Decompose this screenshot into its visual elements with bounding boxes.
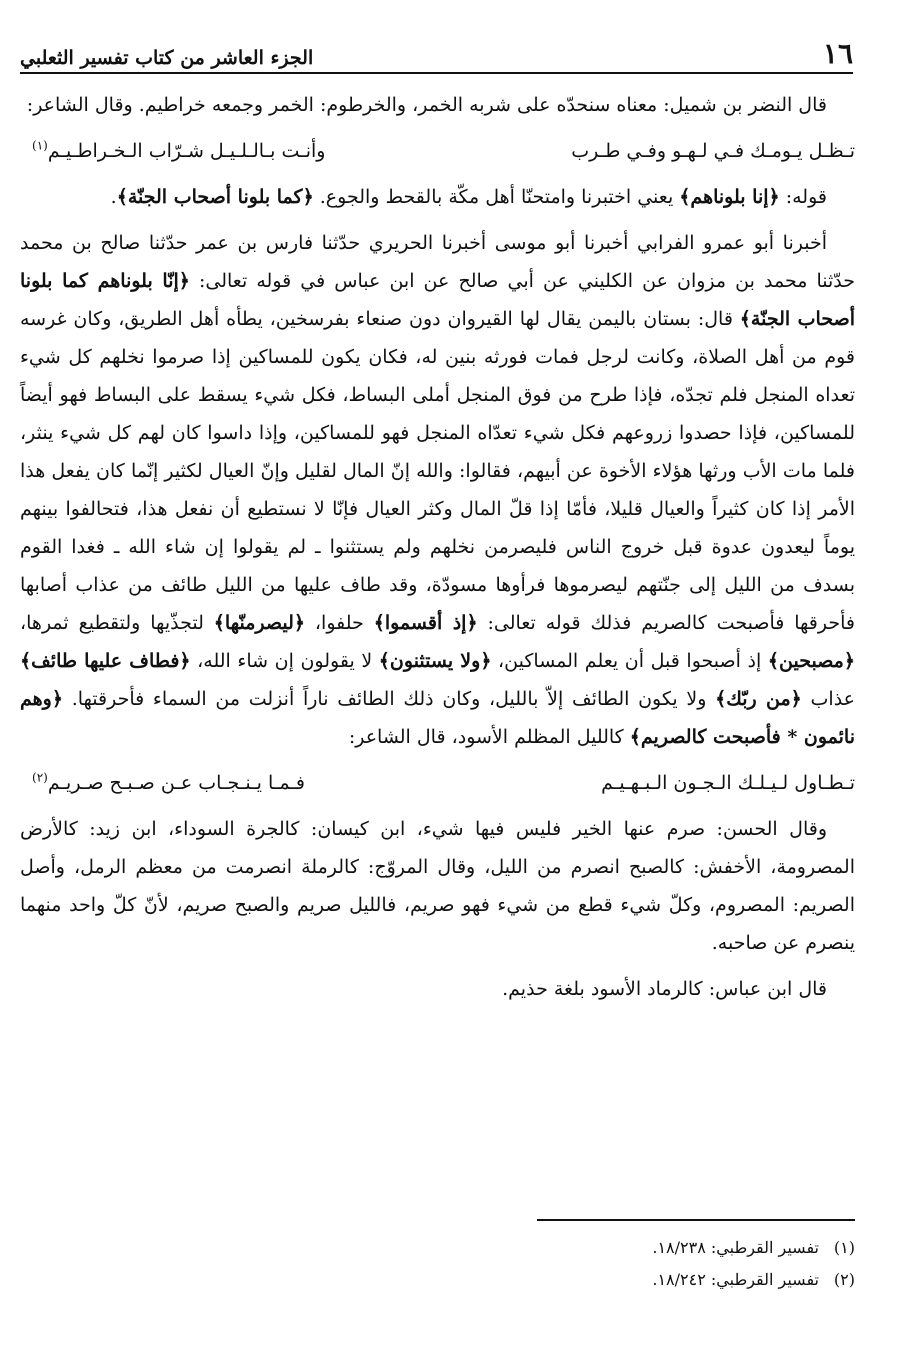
- quran-quote: ﴿وهم نائمون * فأصبحت كالصريم﴾: [20, 688, 855, 748]
- text-run: ولا يكون الطائف إلاّ بالليل، وكان ذلك الطائف ناراً أنزلت من السماء فأحرقتها.: [62, 688, 716, 710]
- quran-quote: ﴿إنّا بلوناهم كما بلونا أصحاب الجنّة﴾: [20, 270, 855, 330]
- verse-2-first-hemistich: تـطـاول لـيـلـك الـجـون الـبـهـيـم: [601, 772, 855, 794]
- paragraph-nadr: قال النضر بن شميل: معناه سنحدّه على شربه الخمر، والخرطوم: الخمر وجمعه خراطيم. وقال الشاعر:: [26, 94, 827, 116]
- poem-verse-1: [20, 132, 855, 170]
- verse-2-second-hemistich: [32, 764, 305, 802]
- text-run: عذاب: [801, 688, 856, 710]
- footnote-marker-1: (١): [32, 138, 48, 153]
- verse-1-second-hemistich: [32, 132, 325, 170]
- footnote-marker-2: (٢): [32, 770, 48, 785]
- quran-quote: ﴿كما بلونا أصحاب الجنّة﴾: [116, 186, 314, 208]
- quran-quote: ﴿فطاف عليها طائف﴾: [20, 650, 191, 672]
- quran-quote: ﴿إنا بلوناهم﴾: [679, 186, 780, 208]
- paragraph-qawluh: [20, 178, 855, 216]
- poem-verse-2: [20, 764, 855, 802]
- paragraph-hasan: وقال الحسن: صرم عنها الخير فليس فيها شيء، ابن كيسان: كالجرة السوداء، ابن زيد: كالأرض المصرومة، الأخفش: كالصبح انصرم من الليل، وقال المروّج: كالرملة انصرمت من معظم الرمل، وأصل الصريم: المصروم، وكلّ شيء قطع من شيء فهو صريم، فالليل صريم والصبح صريم، لأنّ كلّ واحد منهما ينصرم عن صاحبه.: [20, 818, 855, 954]
- text-run: .: [110, 186, 117, 208]
- footnote-number: (٢): [833, 1270, 855, 1289]
- text-run: أخبرنا أبو عمرو الفرابي أخبرنا أبو موسى أخبرنا الحريري حدّثنا فارس بن عمر حدّثنا صالح بن محمد حدّثنا محمد بن مزوان عن الكليني عن أبي صالح عن ابن عباس في قوله تعالى:: [20, 232, 856, 292]
- footnote-separator: [537, 1219, 855, 1221]
- text-run: كالليل المظلم الأسود، قال الشاعر:: [348, 726, 630, 748]
- paragraph-isnad-story: [20, 224, 855, 756]
- verse-1-second-text: وأنـت بـالـلـيـل شـرّاب الـخـراطـيـم: [47, 140, 326, 162]
- page-header: [20, 26, 853, 74]
- footnote-2: [255, 1264, 855, 1296]
- text-run: قوله:: [779, 186, 827, 208]
- quran-quote: ﴿إذ أقسموا﴾: [373, 612, 478, 634]
- text-run: لتجذّيها ولتقطيع ثمرها،: [20, 612, 214, 634]
- running-title: الجزء العاشر من كتاب تفسير الثعلبي: [20, 47, 314, 69]
- text-run: يعني اختبرنا وامتحنّا أهل مكّة بالقحط والجوع.: [313, 186, 680, 208]
- quran-quote: ﴿من ربّك﴾: [715, 688, 802, 710]
- quran-quote: ﴿ولا يستثنون﴾: [378, 650, 492, 672]
- verse-1-first-hemistich: تـظـل يـومـك فـي لـهـو وفـي طـرب: [571, 140, 855, 162]
- paragraph-ibn-abbas: قال ابن عباس: كالرماد الأسود بلغة حذيم.: [502, 978, 827, 1000]
- text-run: لا يقولون إن شاء الله،: [190, 650, 379, 672]
- text-run: إذ أصبحوا قبل أن يعلم المساكين،: [491, 650, 768, 672]
- quran-quote: ﴿ليصرمنّها﴾: [213, 612, 305, 634]
- page-number: ١٦: [822, 37, 853, 70]
- footnote-number: (١): [833, 1238, 855, 1257]
- footnote-text: تفسير القرطبي: ١٨/٢٣٨.: [652, 1238, 819, 1257]
- verse-2-second-text: فـمـا يـنـجـاب عـن صـبـح صـريـم: [47, 772, 305, 794]
- text-run: حلفوا،: [305, 612, 374, 634]
- quran-quote: ﴿مصبحين﴾: [767, 650, 855, 672]
- footnote-text: تفسير القرطبي: ١٨/٢٤٢.: [652, 1270, 819, 1289]
- footnote-1: [255, 1232, 855, 1264]
- footnotes: [255, 1232, 855, 1296]
- page-body: [20, 86, 855, 1016]
- text-run: قال: بستان باليمن يقال لها القيروان دون صنعاء بفرسخين، يطأه أهل الطريق، وكان غرسه قوم من أهل الصلاة، وكانت لرجل فمات فورثه بنين له، فكان يكون للمساكين إذا صرموا نخلهم كل شيء تعداه المنجل فلم تجدّه، فإذا طرح من فوق المنجل أملى البساط، فكل شيء يسقط على البساط فهو أيضاً للمساكين، فإذا حصدوا زروعهم فكل شيء تعدّاه المنجل فهو للمساكين، وإذا داسوا كان لهم كل شيء ينثر، فلما مات الأب ورثها هؤلاء الأخوة عن أبيهم، فقالوا: والله إنّ المال لقليل وإنّ العيال لكثير إنّما كان يفعل هذا الأمر إذا كان كثيراً والعيال قليلا، فأمّا إذا قلّ المال وكثر العيال فإنّا لا نستطيع أن نفعل هذا، فتحالفوا بينهم يوماً ليعدون عدوة قبل خروج الناس فليصرمن نخلهم ولم يستثنوا ـ لم يقولوا إن شاء الله ـ فغدا القوم بسدف من الليل إلى جنّتهم ليصرموها فرأوها مسودّة، وقد طاف عليها من الليل طائف من عذاب أصابها فأحرقها فأصبحت كالصريم فذلك قوله تعالى:: [20, 308, 855, 634]
